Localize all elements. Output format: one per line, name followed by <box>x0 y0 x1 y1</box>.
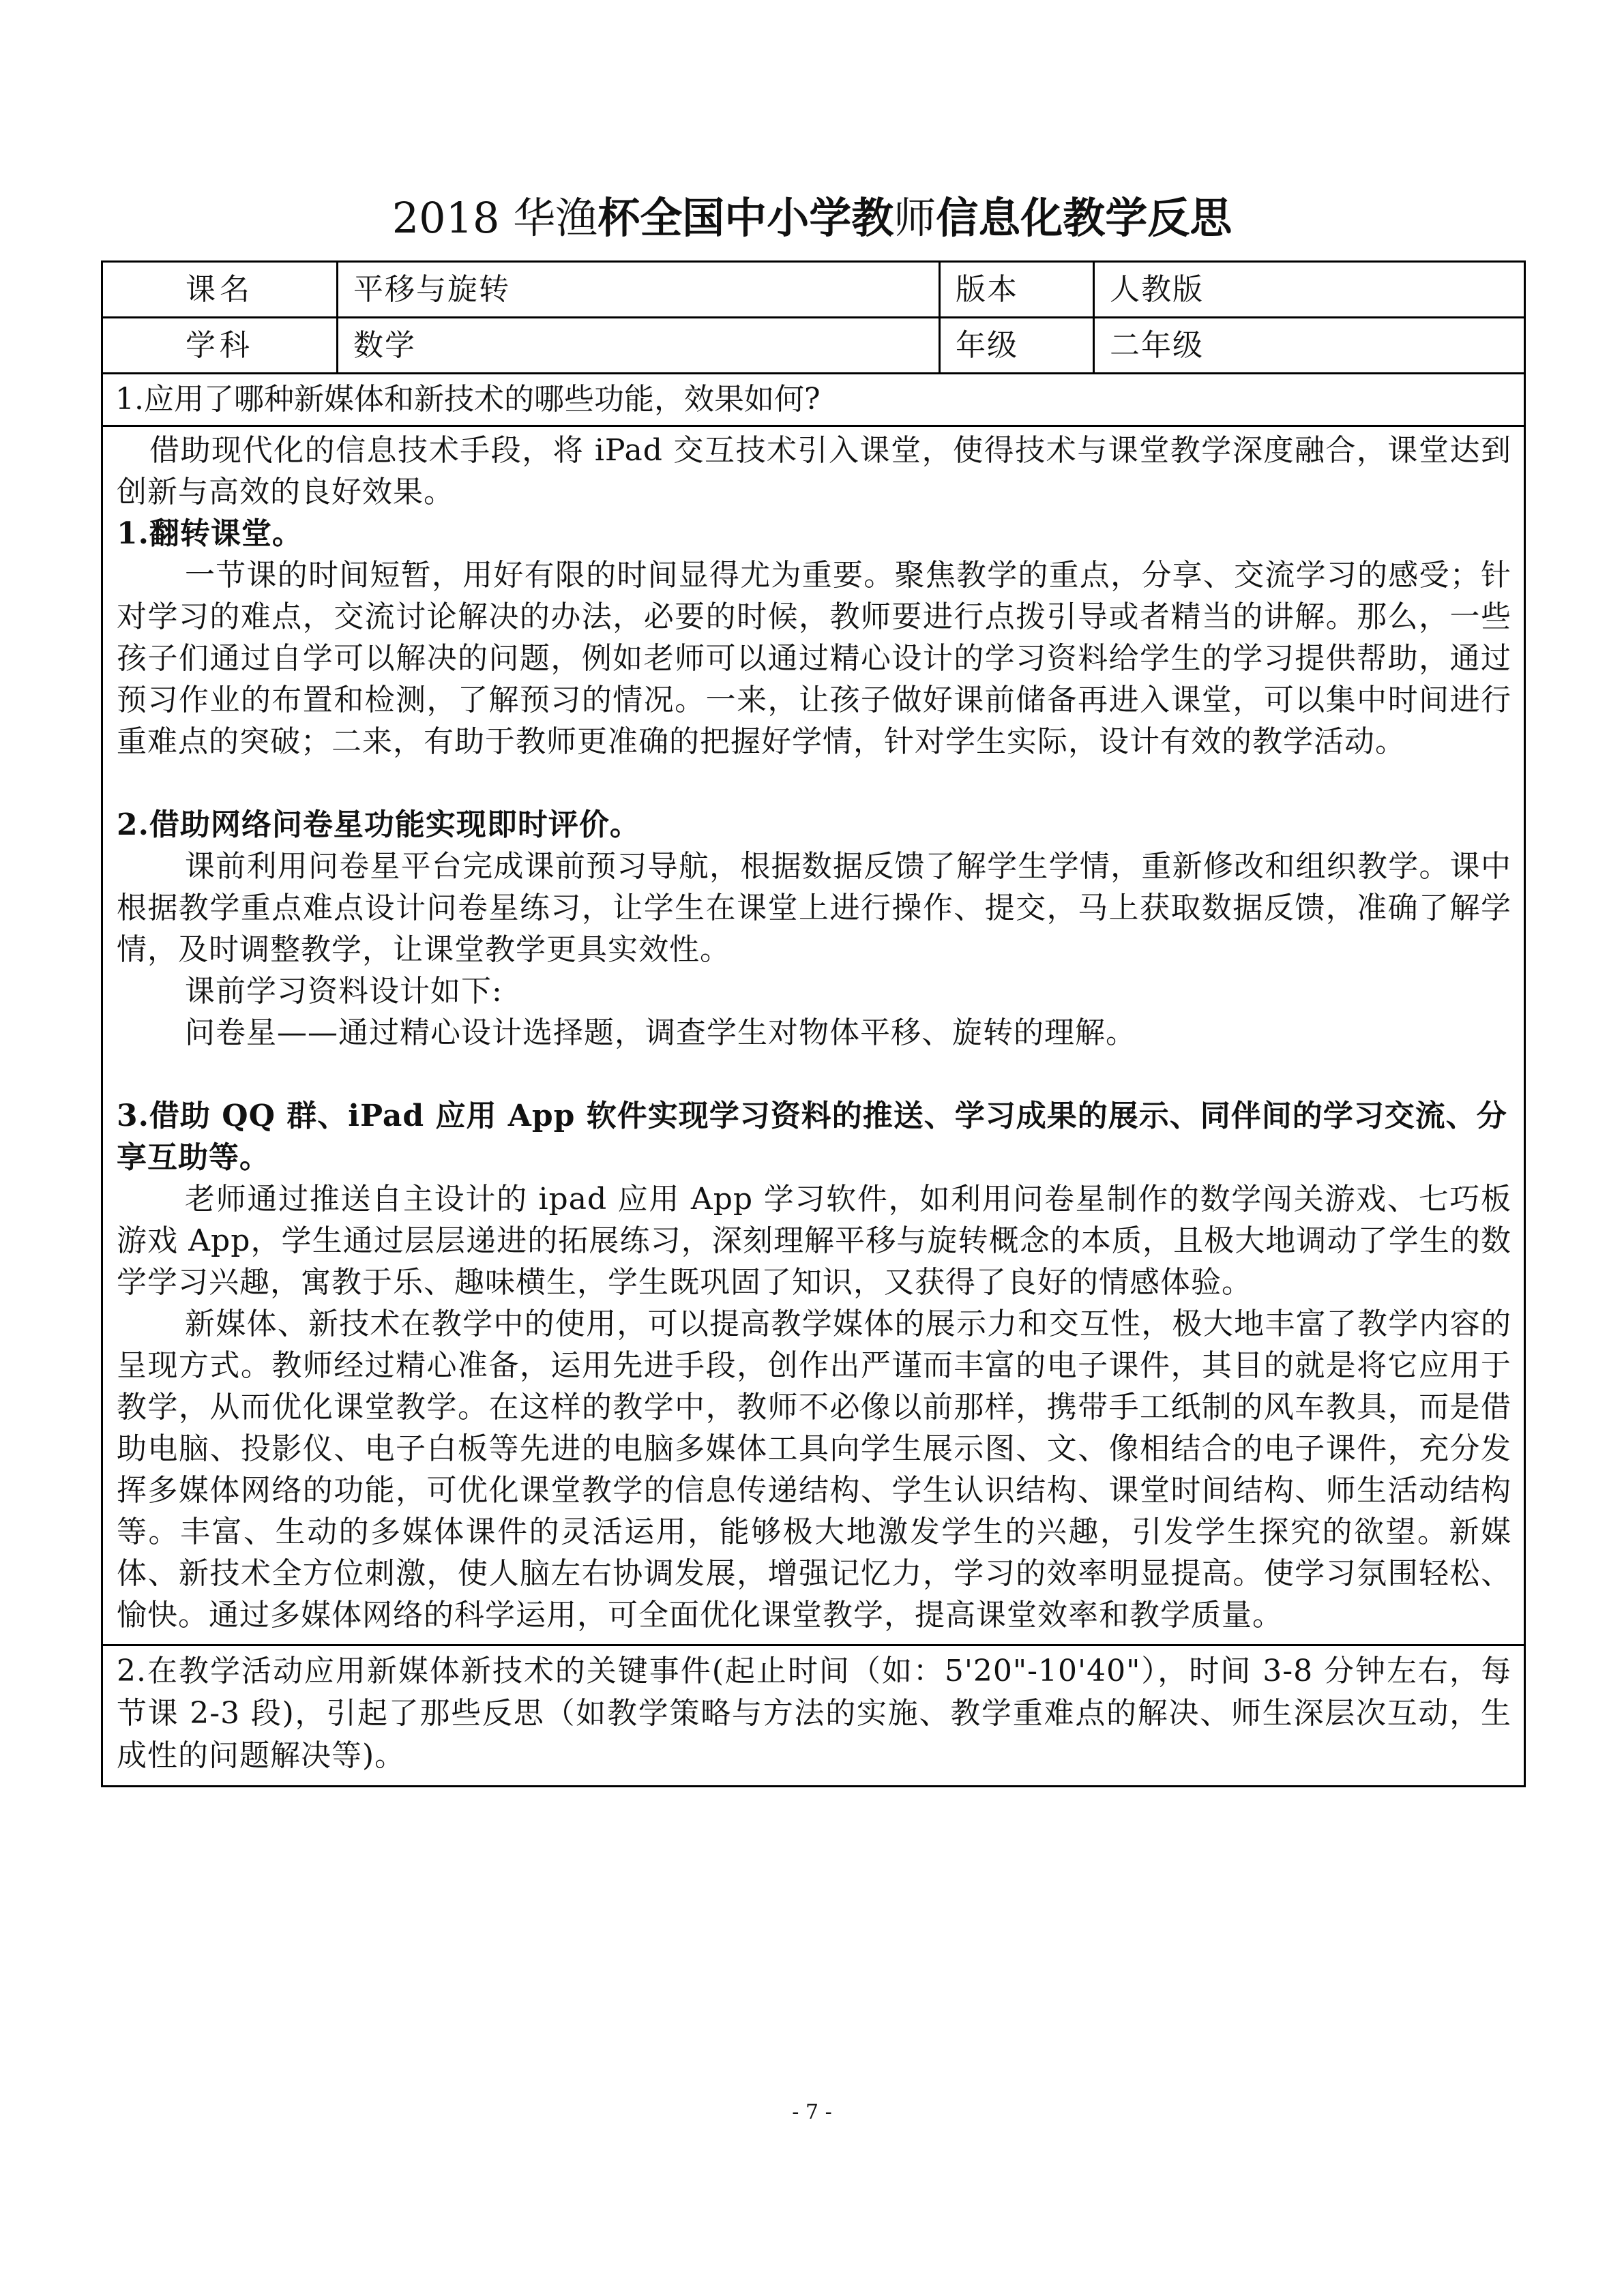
course-label: 课名 <box>102 262 338 318</box>
reflection-form-table <box>101 260 1526 1787</box>
section-2-survey-note: 问卷星——通过精心设计选择题，调查学生对物体平移、旋转的理解。 <box>185 1015 1136 1050</box>
title-suffix: 信息化教学反思 <box>936 193 1232 243</box>
question-2-text: 2.在教学活动应用新媒体新技术的关键事件(起止时间（如：5'20"-10'40"），时间 3-8 分钟左右，每节课 2-3 段)，引起了那些反思（如教学策略与方法的实施、教学重难点的解决、师生深层次互动，生成性的问题解决等)。 <box>117 1654 1511 1773</box>
answer-row <box>102 426 1525 1645</box>
title-prefix: 2018 华渔 <box>392 193 598 243</box>
subject-row <box>102 318 1525 374</box>
section-2-design-note: 课前学习资料设计如下: <box>185 974 503 1009</box>
page-number: - 7 - <box>792 2100 832 2124</box>
title-mid: 师 <box>894 193 936 243</box>
grade-value: 二年级 <box>1094 318 1525 374</box>
section-3-paragraph-2: 新媒体、新技术在教学中的使用，可以提高教学媒体的展示力和交互性，极大地丰富了教学内容的呈现方式。教师经过精心准备，运用先进手段，创作出严谨而丰富的电子课件，其目的就是将它应用于教学，从而优化课堂教学。在这样的教学中，教师不必像以前那样，携带手工纸制的风车教具，而是借助电脑、投影仪、电子白板等先进的电脑多媒体工具向学生展示图、文、像相结合的电子课件，充分发挥多媒体网络的功能，可优化课堂教学的信息传递结构、学生认识结构、课堂时间结构、师生活动结构等。丰富、生动的多媒体课件的灵活运用，能够极大地激发学生的兴趣，引发学生探究的欲望。新媒体、新技术全方位刺激，使人脑左右协调发展，增强记忆力，学习的效率明显提高。使学习氛围轻松、愉快。通过多媒体网络的科学运用，可全面优化课堂教学，提高课堂效率和教学质量。 <box>117 1307 1511 1632</box>
title-bold-part: 杯全国中小学教 <box>597 193 894 243</box>
question-2 <box>102 1645 1525 1787</box>
section-3-paragraph-1: 老师通过推送自主设计的 ipad 应用 App 学习软件，如利用问卷星制作的数学闯关游戏、七巧板游戏 App，学生通过层层递进的拓展练习，深刻理解平移与旋转概念的本质，且极大地调动了学生的数学学习兴趣，寓教于乐、趣味横生，学生既巩固了知识，又获得了良好的情感体验。 <box>117 1182 1511 1300</box>
section-3-heading: 3.借助 QQ 群、iPad 应用 App 软件实现学习资料的推送、学习成果的展示、同伴间的学习交流、分享互助等。 <box>117 1099 1507 1175</box>
question-2-row <box>102 1645 1525 1787</box>
answer-intro: 借助现代化的信息技术手段，将 iPad 交互技术引入课堂，使得技术与课堂教学深度融合，课堂达到创新与高效的良好效果。 <box>117 433 1511 509</box>
section-1-heading: 1.翻转课堂。 <box>117 516 303 551</box>
edition-label: 版本 <box>940 262 1094 318</box>
edition-value: 人教版 <box>1094 262 1525 318</box>
section-2-paragraph: 课前利用问卷星平台完成课前预习导航，根据数据反馈了解学生学情，重新修改和组织教学。课中根据教学重点难点设计问卷星练习，让学生在课堂上进行操作、提交，马上获取数据反馈，准确了解学情，及时调整教学，让课堂教学更具实效性。 <box>117 849 1511 967</box>
answer-cell <box>102 426 1525 1645</box>
spacer <box>117 1054 1511 1095</box>
subject-value: 数学 <box>338 318 940 374</box>
spacer <box>117 762 1511 804</box>
question-1: 1.应用了哪种新媒体和新技术的哪些功能，效果如何? <box>102 374 1525 426</box>
section-1-paragraph: 一节课的时间短暂，用好有限的时间显得尤为重要。聚焦教学的重点，分享、交流学习的感受；针对学习的难点，交流讨论解决的办法，必要的时候，教师要进行点拨引导或者精当的讲解。那么，一些孩子们通过自学可以解决的问题，例如老师可以通过精心设计的学习资料给学生的学习提供帮助，通过预习作业的布置和检测，了解预习的情况。一来，让孩子做好课前储备再进入课堂，可以集中时间进行重难点的突破；二来，有助于教师更准确的把握好学情，针对学生实际，设计有效的教学活动。 <box>117 558 1511 759</box>
grade-label: 年级 <box>940 318 1094 374</box>
subject-label: 学科 <box>102 318 338 374</box>
section-2-heading: 2.借助网络问卷星功能实现即时评价。 <box>117 807 640 842</box>
question-1-row <box>102 374 1525 426</box>
course-row <box>102 262 1525 318</box>
page-title <box>0 184 1624 252</box>
course-value: 平移与旋转 <box>338 262 940 318</box>
